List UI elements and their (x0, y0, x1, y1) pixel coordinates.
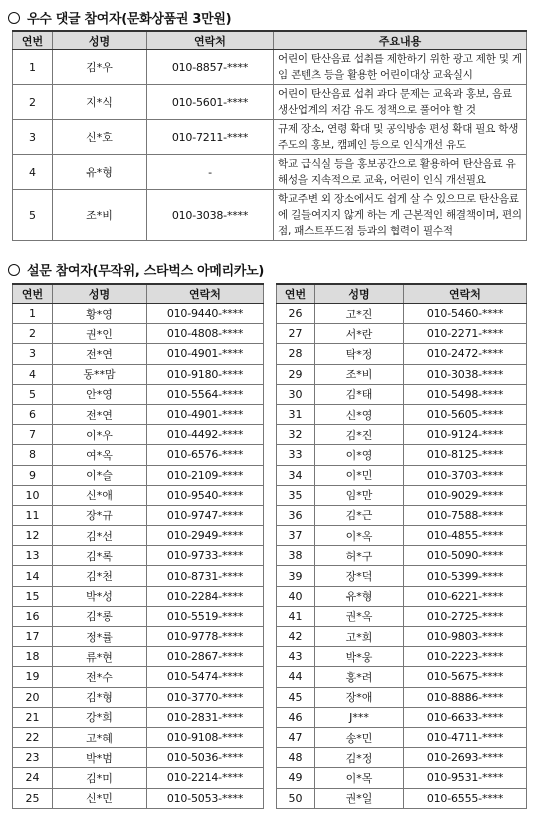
row-no: 30 (277, 384, 315, 404)
row-no: 7 (13, 425, 53, 445)
row-no: 11 (13, 505, 53, 525)
row-phone: 010-7588-**** (404, 505, 527, 525)
row-no: 5 (13, 384, 53, 404)
row-no: 22 (13, 727, 53, 747)
row-no: 2 (13, 85, 53, 120)
row-no: 21 (13, 707, 53, 727)
row-name: 허*구 (315, 546, 404, 566)
row-no: 47 (277, 727, 315, 747)
survey-participants-table-right (276, 283, 527, 809)
row-phone: 010-3038-**** (147, 190, 274, 241)
table-row (13, 748, 264, 768)
table-row (13, 364, 264, 384)
row-phone: 010-2284-**** (147, 586, 264, 606)
row-phone: 010-9733-**** (147, 546, 264, 566)
row-phone: 010-9803-**** (404, 627, 527, 647)
table-row (277, 465, 527, 485)
row-name: 김*형 (53, 687, 147, 707)
row-no: 17 (13, 627, 53, 647)
row-phone: 010-2472-**** (404, 344, 527, 364)
row-name: 강*희 (53, 707, 147, 727)
row-no: 5 (13, 190, 53, 241)
row-content: 규제 장소, 연령 확대 및 공익방송 편성 확대 필요 학생 주도의 홍보, 캠페인 등으로 인식개선 유도 (274, 120, 527, 155)
row-phone: 010-5675-**** (404, 667, 527, 687)
row-phone: 010-5498-**** (404, 384, 527, 404)
table-row (277, 667, 527, 687)
row-no: 48 (277, 748, 315, 768)
row-name: 전*연 (53, 344, 147, 364)
row-phone: 010-5519-**** (147, 606, 264, 626)
row-name: 김*우 (53, 50, 147, 85)
row-no: 33 (277, 445, 315, 465)
row-phone: 010-2949-**** (147, 526, 264, 546)
circle-bullet-icon (8, 12, 20, 24)
row-no: 10 (13, 485, 53, 505)
table-row (13, 586, 264, 606)
row-name: 장*덕 (315, 566, 404, 586)
row-phone: 010-9747-**** (147, 505, 264, 525)
row-no: 37 (277, 526, 315, 546)
section1-title (8, 8, 231, 27)
row-name: 임*만 (315, 485, 404, 505)
row-no: 24 (13, 768, 53, 788)
table-row (13, 120, 527, 155)
row-phone: 010-4492-**** (147, 425, 264, 445)
row-name: 신*영 (315, 404, 404, 424)
table-row (13, 707, 264, 727)
row-name: 장*규 (53, 505, 147, 525)
row-name: 이*민 (315, 465, 404, 485)
row-name: 조*비 (53, 190, 147, 241)
row-name: 박*성 (53, 586, 147, 606)
row-name: 김*미 (53, 768, 147, 788)
row-name: 장*애 (315, 687, 404, 707)
row-no: 23 (13, 748, 53, 768)
table-row (277, 687, 527, 707)
table-row (277, 788, 527, 808)
row-name: 조*비 (315, 364, 404, 384)
table-row (277, 344, 527, 364)
row-phone: 010-9108-**** (147, 727, 264, 747)
header-name: 성명 (315, 284, 404, 304)
row-phone: 010-5474-**** (147, 667, 264, 687)
row-name: 유*형 (315, 586, 404, 606)
row-phone: 010-2831-**** (147, 707, 264, 727)
row-name: 동**맘 (53, 364, 147, 384)
row-phone: 010-5036-**** (147, 748, 264, 768)
row-phone: 010-4901-**** (147, 404, 264, 424)
table-row (13, 505, 264, 525)
row-phone: 010-9778-**** (147, 627, 264, 647)
table-row (277, 586, 527, 606)
row-no: 26 (277, 304, 315, 324)
row-no: 3 (13, 120, 53, 155)
row-name: 김*롱 (53, 606, 147, 626)
row-no: 2 (13, 324, 53, 344)
table-row (13, 425, 264, 445)
row-phone: 010-6633-**** (404, 707, 527, 727)
row-no: 9 (13, 465, 53, 485)
row-no: 4 (13, 155, 53, 190)
table-row (13, 344, 264, 364)
row-phone: 010-5564-**** (147, 384, 264, 404)
table-row (13, 465, 264, 485)
table-row (13, 606, 264, 626)
row-no: 41 (277, 606, 315, 626)
row-phone: 010-6576-**** (147, 445, 264, 465)
row-phone: 010-2693-**** (404, 748, 527, 768)
table-row (277, 707, 527, 727)
header-phone: 연락처 (147, 31, 274, 50)
row-no: 49 (277, 768, 315, 788)
table-row (277, 748, 527, 768)
row-phone: 010-4855-**** (404, 526, 527, 546)
row-name: 탁*정 (315, 344, 404, 364)
table-row (13, 85, 527, 120)
table-row (277, 304, 527, 324)
row-name: 김*태 (315, 384, 404, 404)
row-no: 35 (277, 485, 315, 505)
header-content: 주요내용 (274, 31, 527, 50)
header-no: 연번 (277, 284, 315, 304)
row-phone: 010-8886-**** (404, 687, 527, 707)
row-name: 홍*려 (315, 667, 404, 687)
table-row (277, 485, 527, 505)
row-no: 1 (13, 304, 53, 324)
row-name: 여*옥 (53, 445, 147, 465)
table-row (277, 526, 527, 546)
row-no: 15 (13, 586, 53, 606)
row-no: 14 (13, 566, 53, 586)
row-phone: 010-9440-**** (147, 304, 264, 324)
row-no: 31 (277, 404, 315, 424)
row-no: 6 (13, 404, 53, 424)
table-row (13, 526, 264, 546)
row-no: 32 (277, 425, 315, 445)
row-content: 학교주변 외 장소에서도 쉽게 살 수 있으므로 탄산음료에 길들여지지 않게 하는 게 근본적인 해결책이며, 편의점, 패스트푸드점 등과의 협력이 필수적 (274, 190, 527, 241)
row-no: 20 (13, 687, 53, 707)
table-row (277, 546, 527, 566)
row-phone: 010-5605-**** (404, 404, 527, 424)
table-row (13, 627, 264, 647)
row-no: 38 (277, 546, 315, 566)
table-row (13, 50, 527, 85)
row-no: 44 (277, 667, 315, 687)
row-name: 전*연 (53, 404, 147, 424)
row-name: 박*범 (53, 748, 147, 768)
row-phone: 010-9124-**** (404, 425, 527, 445)
row-name: 김*진 (315, 425, 404, 445)
row-name: 류*현 (53, 647, 147, 667)
row-name: 전*수 (53, 667, 147, 687)
row-no: 36 (277, 505, 315, 525)
table-row (13, 788, 264, 808)
row-no: 13 (13, 546, 53, 566)
row-phone: 010-9029-**** (404, 485, 527, 505)
row-name: 이*옥 (315, 526, 404, 546)
row-phone: 010-9531-**** (404, 768, 527, 788)
row-no: 27 (277, 324, 315, 344)
table-header-row (13, 284, 264, 304)
row-phone: 010-4901-**** (147, 344, 264, 364)
row-content: 어린이 탄산음료 섭취 과다 문제는 교육과 홍보, 음료 생산업계의 저감 유도 정책으로 풀어야 할 것 (274, 85, 527, 120)
row-name: 권*옥 (315, 606, 404, 626)
row-no: 39 (277, 566, 315, 586)
row-content: 어린이 탄산음료 섭취를 제한하기 위한 광고 제한 및 게임 콘텐츠 등을 활용한 어린이대상 교육실시 (274, 50, 527, 85)
row-no: 3 (13, 344, 53, 364)
row-phone: 010-3770-**** (147, 687, 264, 707)
row-phone: 010-8731-**** (147, 566, 264, 586)
row-name: 박*웅 (315, 647, 404, 667)
row-phone: 010-6555-**** (404, 788, 527, 808)
row-name: 고*혜 (53, 727, 147, 747)
table-row (13, 445, 264, 465)
row-phone: 010-2223-**** (404, 647, 527, 667)
row-phone: 010-7211-**** (147, 120, 274, 155)
table-row (13, 566, 264, 586)
row-phone: 010-5460-**** (404, 304, 527, 324)
row-phone: 010-9540-**** (147, 485, 264, 505)
row-phone: 010-6221-**** (404, 586, 527, 606)
row-no: 4 (13, 364, 53, 384)
row-phone: 010-3703-**** (404, 465, 527, 485)
table-row (277, 384, 527, 404)
table-header-row (277, 284, 527, 304)
row-no: 1 (13, 50, 53, 85)
header-no: 연번 (13, 31, 53, 50)
row-phone: 010-5601-**** (147, 85, 274, 120)
table-row (13, 485, 264, 505)
table-row (277, 647, 527, 667)
table-row (13, 768, 264, 788)
table-header-row (13, 31, 527, 50)
row-name: 권*인 (53, 324, 147, 344)
row-phone: 010-5399-**** (404, 566, 527, 586)
table-row (13, 647, 264, 667)
row-phone: 010-4711-**** (404, 727, 527, 747)
row-name: 황*영 (53, 304, 147, 324)
table-row (13, 324, 264, 344)
table-row (277, 768, 527, 788)
table-row (13, 384, 264, 404)
row-content: 학교 급식실 등을 홍보공간으로 활용하여 탄산음료 유해성을 지속적으로 교육, 어린이 인식 개선필요 (274, 155, 527, 190)
table-row (13, 667, 264, 687)
row-no: 34 (277, 465, 315, 485)
header-name: 성명 (53, 31, 147, 50)
row-no: 45 (277, 687, 315, 707)
row-no: 46 (277, 707, 315, 727)
comment-winners-table (12, 30, 527, 241)
header-phone: 연락처 (404, 284, 527, 304)
table-row (13, 190, 527, 241)
row-no: 28 (277, 344, 315, 364)
row-phone: 010-2271-**** (404, 324, 527, 344)
survey-participants-table-left (12, 283, 264, 809)
row-phone: 010-9180-**** (147, 364, 264, 384)
row-phone: 010-3038-**** (404, 364, 527, 384)
table-row (277, 627, 527, 647)
row-name: 송*민 (315, 727, 404, 747)
row-name: 신*호 (53, 120, 147, 155)
row-phone: 010-2725-**** (404, 606, 527, 626)
row-name: 안*영 (53, 384, 147, 404)
row-name: 김*정 (315, 748, 404, 768)
row-no: 18 (13, 647, 53, 667)
table-row (277, 404, 527, 424)
row-name: 신*애 (53, 485, 147, 505)
row-name: 이*우 (53, 425, 147, 445)
table-row (277, 445, 527, 465)
row-phone: 010-4808-**** (147, 324, 264, 344)
row-no: 25 (13, 788, 53, 808)
row-name: J*** (315, 707, 404, 727)
row-name: 이*슬 (53, 465, 147, 485)
table-row (13, 155, 527, 190)
row-name: 서*란 (315, 324, 404, 344)
row-name: 고*진 (315, 304, 404, 324)
table-row (13, 727, 264, 747)
row-no: 43 (277, 647, 315, 667)
table-row (277, 324, 527, 344)
row-name: 김*근 (315, 505, 404, 525)
row-name: 신*민 (53, 788, 147, 808)
table-row (277, 566, 527, 586)
row-name: 지*식 (53, 85, 147, 120)
section1-title-text: 우수 댓글 참여자(문화상품권 3만원) (27, 12, 232, 27)
row-name: 김*천 (53, 566, 147, 586)
row-phone: 010-8125-**** (404, 445, 527, 465)
table-row (277, 505, 527, 525)
row-no: 50 (277, 788, 315, 808)
table-row (13, 687, 264, 707)
row-no: 29 (277, 364, 315, 384)
row-name: 김*록 (53, 546, 147, 566)
row-no: 19 (13, 667, 53, 687)
row-phone: 010-5090-**** (404, 546, 527, 566)
row-no: 42 (277, 627, 315, 647)
row-phone: 010-2109-**** (147, 465, 264, 485)
header-phone: 연락처 (147, 284, 264, 304)
table-row (277, 606, 527, 626)
row-phone: - (147, 155, 274, 190)
header-no: 연번 (13, 284, 53, 304)
row-no: 8 (13, 445, 53, 465)
table-row (13, 304, 264, 324)
section2-title-text: 설문 참여자(무작위, 스타벅스 아메리카노) (27, 264, 264, 279)
row-no: 16 (13, 606, 53, 626)
header-name: 성명 (53, 284, 147, 304)
circle-bullet-icon (8, 264, 20, 276)
row-phone: 010-8857-**** (147, 50, 274, 85)
row-no: 40 (277, 586, 315, 606)
row-name: 정*률 (53, 627, 147, 647)
row-name: 이*목 (315, 768, 404, 788)
table-row (277, 425, 527, 445)
row-name: 이*영 (315, 445, 404, 465)
row-phone: 010-2214-**** (147, 768, 264, 788)
table-row (13, 546, 264, 566)
row-phone: 010-5053-**** (147, 788, 264, 808)
table-row (277, 727, 527, 747)
section2-title (8, 260, 264, 279)
row-no: 12 (13, 526, 53, 546)
table-row (277, 364, 527, 384)
row-name: 유*형 (53, 155, 147, 190)
row-name: 고*희 (315, 627, 404, 647)
table-row (13, 404, 264, 424)
row-name: 권*일 (315, 788, 404, 808)
row-phone: 010-2867-**** (147, 647, 264, 667)
row-name: 김*선 (53, 526, 147, 546)
